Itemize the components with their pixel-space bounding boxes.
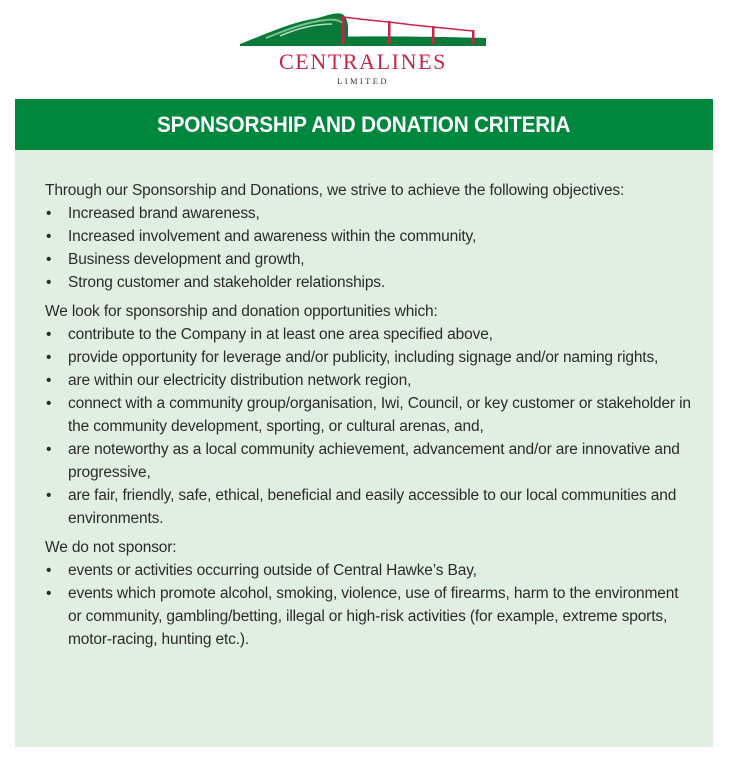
title-banner (15, 99, 713, 150)
bullet-icon: • (46, 274, 52, 291)
bullet-icon: • (46, 349, 52, 366)
bullet-icon: • (46, 251, 52, 268)
bullet-icon: • (46, 562, 52, 579)
list-item: • are fair, friendly, safe, ethical, beneficial and easily accessible to our local communities and environments. (45, 484, 695, 530)
list-item: • Increased brand awareness, (45, 202, 695, 225)
page-title: SPONSORSHIP AND DONATION CRITERIA (157, 111, 571, 137)
bullet-icon: • (46, 395, 52, 412)
list-item: • events or activities occurring outside of Central Hawke’s Bay, (45, 559, 695, 582)
opportunities-intro: We look for sponsorship and donation opportunities which: (45, 303, 438, 320)
logo-name: CENTRALINES (279, 49, 447, 74)
bullet-icon: • (46, 585, 52, 602)
list-item: • contribute to the Company in at least one area specified above, (45, 323, 695, 346)
bullet-icon: • (46, 441, 52, 458)
list-item: • are noteworthy as a local community achievement, advancement and/or are innovative and progressive, (45, 438, 695, 484)
objectives-intro: Through our Sponsorship and Donations, we strive to achieve the following objectives: (45, 182, 625, 199)
bullet-icon: • (46, 205, 52, 222)
bullet-icon: • (46, 372, 52, 389)
list-item: • are within our electricity distribution network region, (45, 369, 695, 392)
list-item: • Increased involvement and awareness within the community, (45, 225, 695, 248)
logo-subtitle: LIMITED (337, 76, 389, 86)
bullet-icon: • (46, 487, 52, 504)
company-logo (236, 8, 490, 88)
bullet-icon: • (46, 228, 52, 245)
exclusions-list (45, 559, 695, 651)
list-item: • Business development and growth, (45, 248, 695, 271)
criteria-content (45, 179, 695, 657)
hills-powerline-icon (236, 8, 490, 52)
criteria-panel (15, 150, 713, 747)
list-item: • provide opportunity for leverage and/or publicity, including signage and/or naming rights, (45, 346, 695, 369)
bullet-icon: • (46, 326, 52, 343)
exclusions-intro: We do not sponsor: (45, 539, 177, 556)
opportunities-list (45, 323, 695, 530)
objectives-list (45, 202, 695, 294)
list-item: • connect with a community group/organisation, Iwi, Council, or key customer or stakeholder in the community development, sporting, or cultural arenas, and, (45, 392, 695, 438)
list-item: • Strong customer and stakeholder relationships. (45, 271, 695, 294)
list-item: • events which promote alcohol, smoking, violence, use of firearms, harm to the environment or community, gambling/betting, illegal or high-risk activities (for example, extreme sports, motor-racing, hunting etc.). (45, 582, 695, 651)
